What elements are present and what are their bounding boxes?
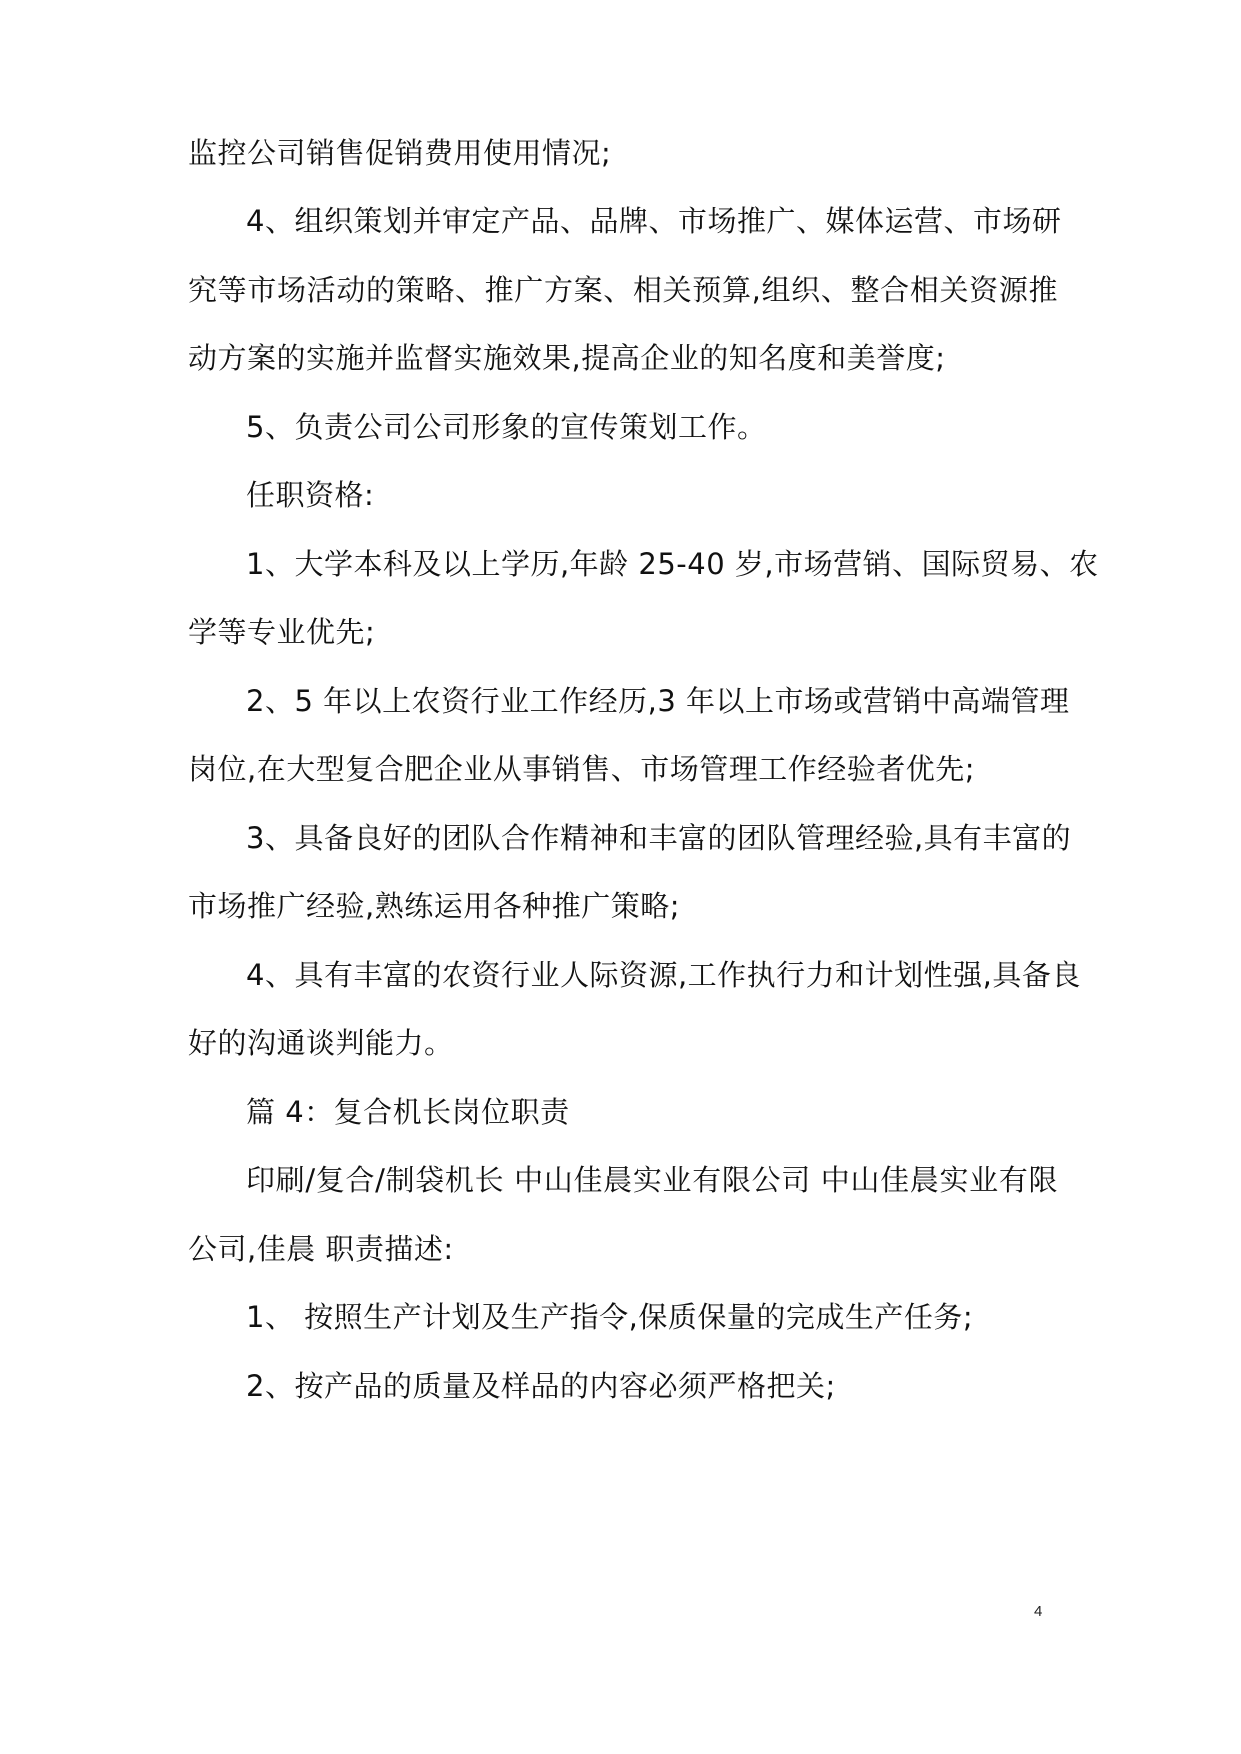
text-line: 4、组织策划并审定产品、品牌、市场推广、媒体运营、市场研: [246, 204, 1062, 238]
text-line: 公司,佳晨 职责描述:: [188, 1232, 454, 1266]
text-line: 5、负责公司公司形象的宣传策划工作。: [246, 410, 767, 444]
text-line: 2、按产品的质量及样品的内容必须严格把关;: [246, 1369, 836, 1403]
text-line: 1、大学本科及以上学历,年龄 25-40 岁,市场营销、国际贸易、农: [246, 547, 1099, 581]
text-line: 3、具备良好的团队合作精神和丰富的团队管理经验,具有丰富的: [246, 821, 1072, 855]
text-line: 究等市场活动的策略、推广方案、相关预算,组织、整合相关资源推: [188, 273, 1058, 307]
text-line: 岗位,在大型复合肥企业从事销售、市场管理工作经验者优先;: [188, 752, 975, 786]
text-line: 监控公司销售促销费用使用情况;: [188, 136, 612, 170]
text-line: 印刷/复合/制袋机长 中山佳晨实业有限公司 中山佳晨实业有限: [246, 1163, 1058, 1197]
text-line: 学等专业优先;: [188, 615, 376, 649]
text-line: 市场推广经验,熟练运用各种推广策略;: [188, 889, 680, 923]
text-line: 1、 按照生产计划及生产指令,保质保量的完成生产任务;: [246, 1300, 974, 1334]
section-heading: 篇 4：复合机长岗位职责: [246, 1095, 570, 1129]
page-number: 4: [1034, 1603, 1043, 1620]
section-heading: 任职资格:: [246, 478, 375, 512]
text-line: 动方案的实施并监督实施效果,提高企业的知名度和美誉度;: [188, 341, 946, 375]
text-line: 4、具有丰富的农资行业人际资源,工作执行力和计划性强,具备良: [246, 958, 1081, 992]
text-line: 好的沟通谈判能力。: [188, 1026, 454, 1060]
text-line: 2、5 年以上农资行业工作经历,3 年以上市场或营销中高端管理: [246, 684, 1070, 718]
